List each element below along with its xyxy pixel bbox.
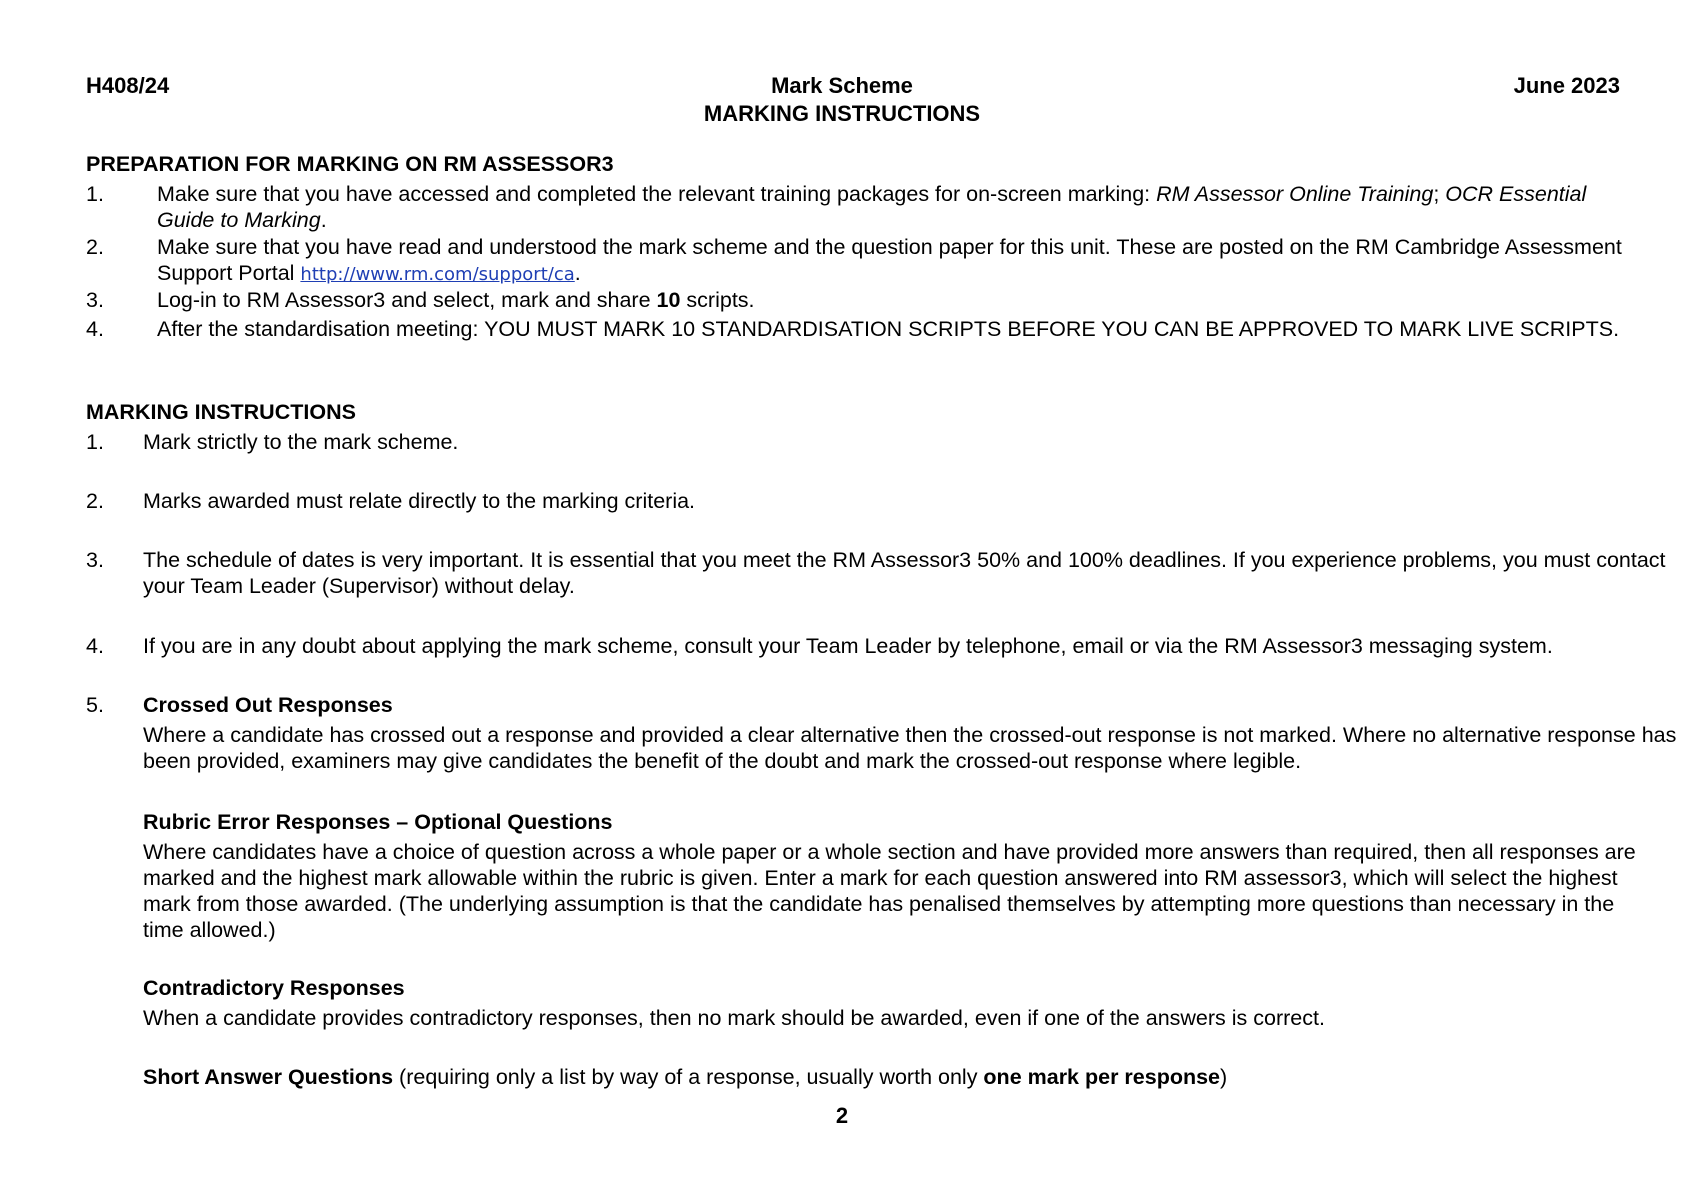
prep-item-3-end: scripts. <box>680 288 755 312</box>
short-answer-end: ) <box>1220 1065 1228 1089</box>
crossed-out-title: Crossed Out Responses <box>143 693 393 717</box>
prep-item-number: 3. <box>86 288 104 312</box>
short-answer-text: (requiring only a list by way of a response, usually worth only <box>393 1065 984 1089</box>
marking-item-text: Marks awarded must relate directly to the marking criteria. <box>143 489 696 513</box>
marking-item-text: The schedule of dates is very important. It is essential that you meet the RM Assessor3 50% and 100% deadlines. If you experience problems, you must contact your Team Leader (Supervisor) without delay. <box>143 548 1666 598</box>
page-number: 2 <box>835 1103 849 1128</box>
rubric-error-title: Rubric Error Responses – Optional Questions <box>143 810 613 834</box>
paper-code: H408/24 <box>86 73 170 98</box>
prep-item-number: 4. <box>86 317 104 341</box>
prep-item-text <box>157 234 1627 288</box>
prep-item-number: 2. <box>86 235 104 259</box>
short-answer-title: Short Answer Questions <box>143 1065 394 1089</box>
page-subtitle: MARKING INSTRUCTIONS <box>703 101 981 126</box>
marking-item-text: If you are in any doubt about applying the mark scheme, consult your Team Leader by telephone, email or via the RM Assessor3 messaging system. <box>143 634 1553 658</box>
marking-heading: MARKING INSTRUCTIONS <box>86 400 356 424</box>
contradictory-text: When a candidate provides contradictory responses, then no mark should be awarded, even if one of the answers is correct. <box>143 1006 1325 1030</box>
prep-item-1-end: . <box>320 208 327 232</box>
prep-item-2-text: Make sure that you have read and understood the mark scheme and the question paper for this unit. These are posted on the RM Cambridge Assessment Support Portal <box>157 235 1622 285</box>
rubric-error-text: Where candidates have a choice of question across a whole paper or a whole section and have provided more answers than required, then all responses are marked and the highest mark allowable within the rubric is given. Enter a mark for each question answered into RM assessor3, which will select the highest mark from those awarded. (The underlying assumption is that the candidate has penalised themselves by attempting more questions than necessary in the time allowed.) <box>143 840 1636 942</box>
marking-item-number: 1. <box>86 430 104 454</box>
prep-item-3-text: Log-in to RM Assessor3 and select, mark and share <box>157 288 657 312</box>
exam-date: June 2023 <box>1513 73 1620 98</box>
marking-item-number: 5. <box>86 693 104 717</box>
prep-item-1-text: Make sure that you have accessed and completed the relevant training packages for on-screen marking: <box>157 182 1157 206</box>
short-answer-bold: one mark per response <box>983 1065 1221 1089</box>
prep-item-1-italic-b: OCR Essential Guide to Marking <box>157 182 1587 232</box>
short-answer-section <box>143 1064 1643 1090</box>
prep-item-text <box>157 181 1627 233</box>
rubric-error-section <box>143 809 1643 943</box>
prep-item-text: After the standardisation meeting: YOU MUST MARK 10 STANDARDISATION SCRIPTS BEFORE YOU CAN BE APPROVED TO MARK LIVE SCRIPTS. <box>157 317 1620 341</box>
contradictory-section <box>143 975 1643 1031</box>
crossed-out-text: Where a candidate has crossed out a response and provided a clear alternative then the crossed-out response is not marked. Where no alternative response has been provided, examiners may give candidates the benefit of the doubt and mark the crossed-out response where legible. <box>143 723 1677 773</box>
preparation-heading: PREPARATION FOR MARKING ON RM ASSESSOR3 <box>86 152 614 176</box>
support-portal-link[interactable]: http://www.rm.com/support/ca <box>300 264 575 285</box>
prep-item-text <box>157 287 1627 313</box>
marking-item-text: Mark strictly to the mark scheme. <box>143 430 459 454</box>
contradictory-title: Contradictory Responses <box>143 976 405 1000</box>
prep-item-1-italic-a: RM Assessor Online Training <box>1156 182 1434 206</box>
marking-item-number: 3. <box>86 548 104 572</box>
marking-item-number: 2. <box>86 489 104 513</box>
prep-item-1-separator: ; <box>1433 182 1446 206</box>
marking-item-number: 4. <box>86 634 104 658</box>
page-title: Mark Scheme <box>771 73 913 98</box>
prep-item-number: 1. <box>86 182 104 206</box>
prep-item-2-end: . <box>574 261 581 285</box>
marking-item-body <box>143 692 1683 774</box>
prep-item-3-bold: 10 <box>656 288 681 312</box>
